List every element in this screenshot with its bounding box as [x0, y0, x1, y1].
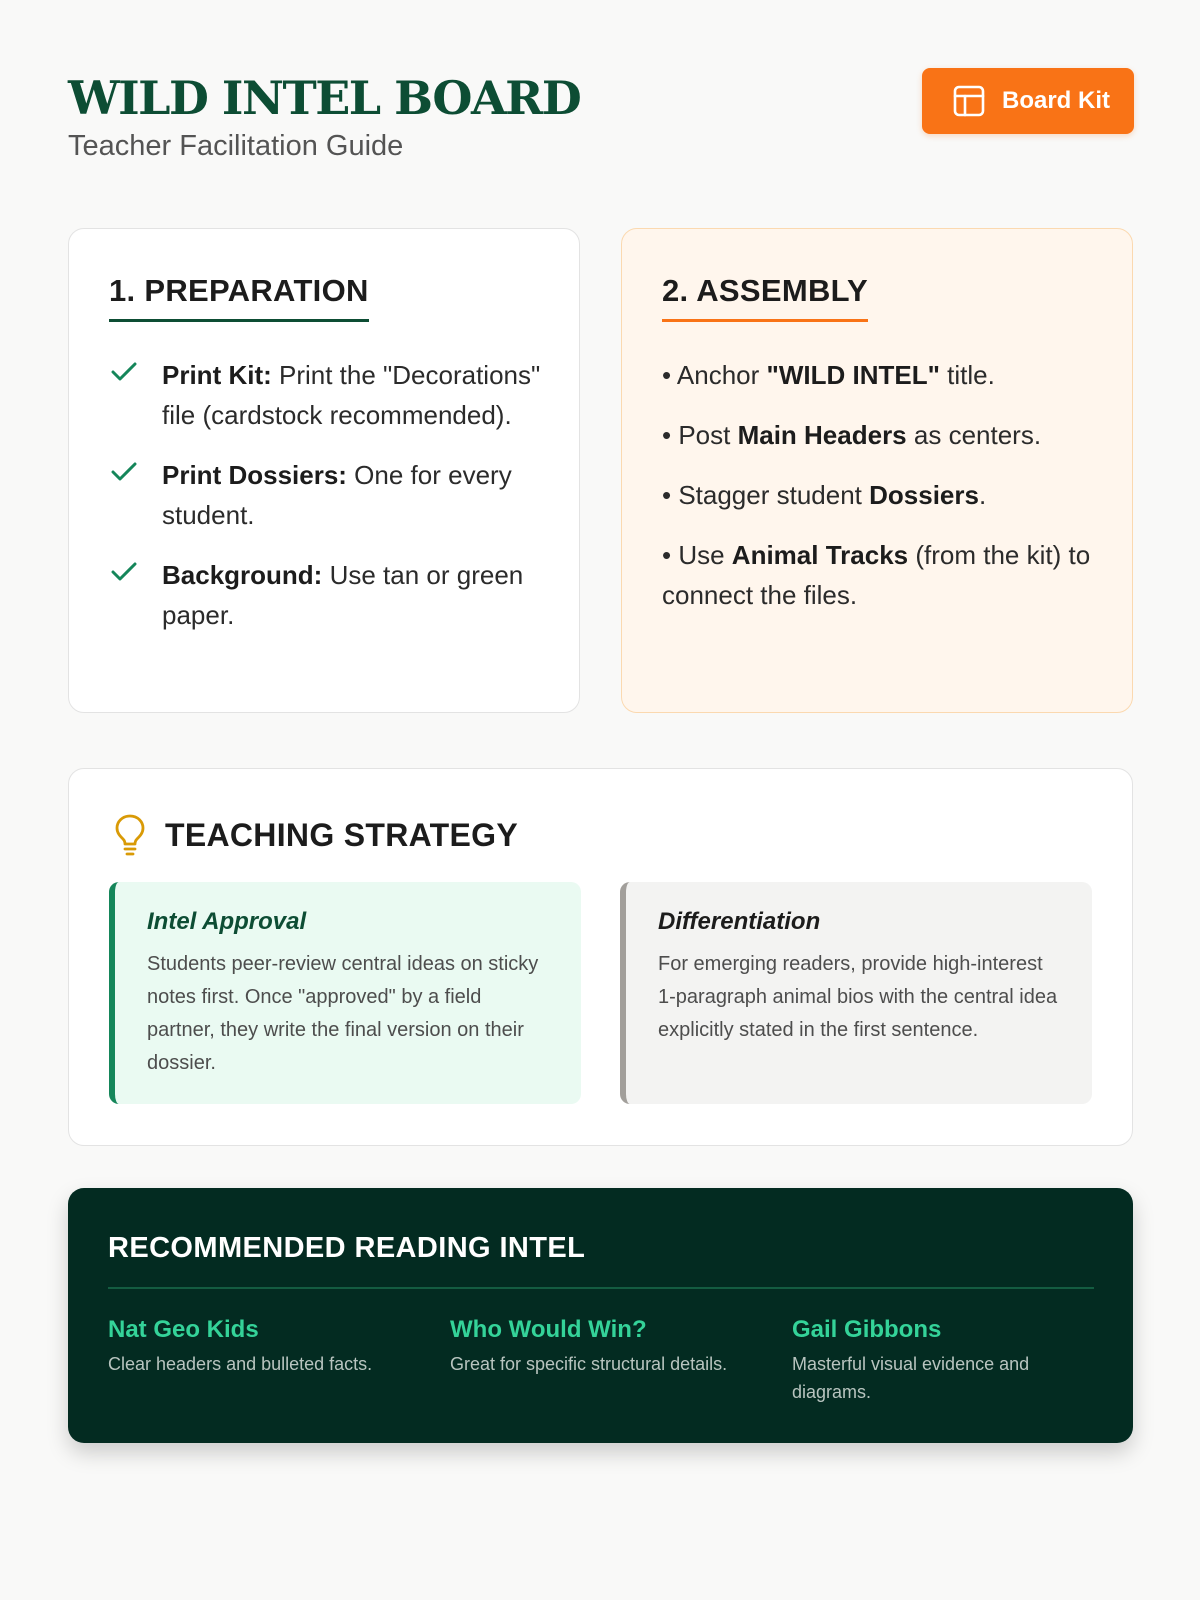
checkmark-icon	[109, 357, 139, 387]
book-title: Nat Geo Kids	[108, 1316, 259, 1343]
board-kit-label: Board Kit	[1002, 87, 1110, 114]
book-item	[792, 1316, 1092, 1406]
strategy-header	[113, 813, 518, 857]
divider	[108, 1287, 1094, 1289]
differentiation-tip	[620, 882, 1092, 1104]
teaching-strategy-card	[68, 768, 1133, 1146]
tip-text: For emerging readers, provide high-interest 1-paragraph animal bios with the central idea explicitly stated in the first sentence.	[658, 953, 1058, 1041]
item-bold: Main Headers	[737, 420, 907, 450]
list-item	[662, 355, 1102, 395]
item-text: • Use	[662, 540, 732, 570]
page-title: WILD INTEL BOARD	[68, 71, 581, 125]
list-item	[109, 555, 549, 635]
item-bold: Dossiers	[869, 480, 979, 510]
book-item	[450, 1316, 750, 1378]
list-item	[662, 415, 1102, 455]
board-kit-button[interactable]	[922, 68, 1134, 134]
book-description: Clear headers and bulleted facts.	[108, 1354, 373, 1374]
tip-text: Students peer-review central ideas on sticky notes first. Once "approved" by a field partner, they write the final version on their dossier.	[147, 953, 539, 1074]
item-text: .	[978, 480, 987, 510]
list-item	[109, 455, 549, 535]
item-bold: "WILD INTEL"	[766, 360, 940, 390]
book-item	[108, 1316, 408, 1378]
lightbulb-icon	[113, 813, 147, 857]
item-label: Print Kit:	[162, 360, 272, 390]
list-item	[662, 475, 1102, 515]
strategy-title: TEACHING STRATEGY	[165, 816, 518, 853]
assembly-title: 2. ASSEMBLY	[662, 273, 868, 322]
tip-title: Intel Approval	[147, 908, 307, 935]
item-text: Print the "Decorations" file (cardstock recommended).	[162, 360, 541, 430]
assembly-list	[662, 355, 1102, 635]
reading-title: RECOMMENDED READING INTEL	[108, 1232, 586, 1264]
item-label: Background:	[162, 560, 323, 590]
checkmark-icon	[109, 457, 139, 487]
page-subtitle: Teacher Facilitation Guide	[68, 130, 404, 162]
item-text: (from the kit) to connect the files.	[662, 540, 1091, 610]
intel-approval-tip	[109, 882, 581, 1104]
item-text: One for every student.	[162, 460, 512, 530]
item-text: • Post	[662, 420, 738, 450]
list-item	[109, 355, 549, 435]
layout-icon	[952, 84, 986, 118]
book-description: Great for specific structural details.	[450, 1354, 728, 1374]
recommended-reading-panel	[68, 1188, 1133, 1443]
preparation-card	[68, 228, 580, 713]
book-description: Masterful visual evidence and diagrams.	[792, 1354, 1030, 1402]
book-title: Gail Gibbons	[792, 1316, 942, 1343]
assembly-card	[621, 228, 1133, 713]
item-text: • Anchor	[662, 360, 767, 390]
book-title: Who Would Win?	[450, 1316, 647, 1343]
tip-title: Differentiation	[658, 908, 821, 935]
item-text: Use tan or green paper.	[162, 560, 524, 630]
item-bold: Animal Tracks	[731, 540, 909, 570]
list-item	[662, 535, 1102, 615]
header	[68, 70, 580, 163]
preparation-list	[109, 355, 549, 655]
item-text: as centers.	[906, 420, 1042, 450]
item-text: title.	[939, 360, 995, 390]
item-label: Print Dossiers:	[162, 460, 347, 490]
preparation-title: 1. PREPARATION	[109, 273, 369, 322]
checkmark-icon	[109, 557, 139, 587]
item-text: • Stagger student	[662, 480, 870, 510]
